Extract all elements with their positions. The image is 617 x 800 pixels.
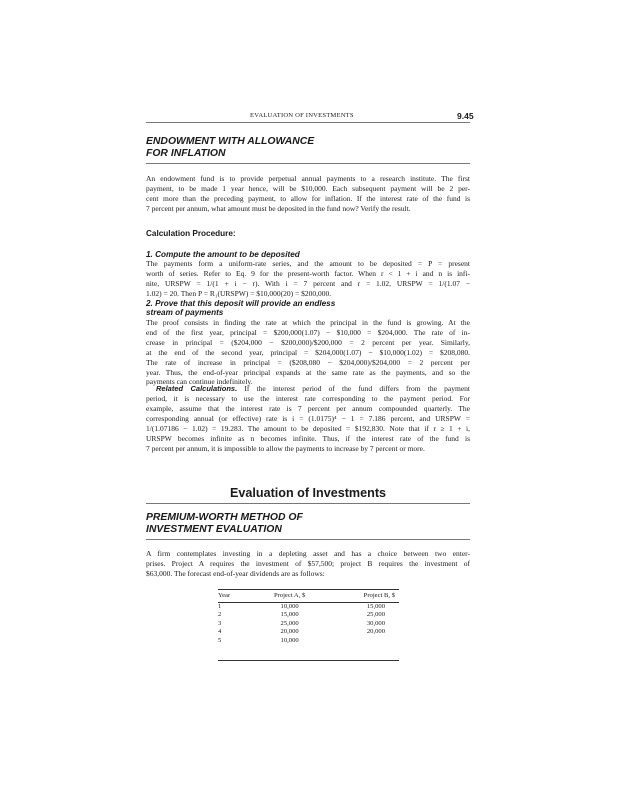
related-first-line <box>156 384 470 393</box>
section2-title-line1: PREMIUM-WORTH METHOD OF <box>146 512 303 523</box>
section-title-line1: ENDOWMENT WITH ALLOWANCE <box>146 136 315 147</box>
cell-project-a: 15,000 <box>280 611 299 619</box>
chapter-rule <box>146 503 470 504</box>
table-header-row <box>218 591 399 603</box>
step1-heading: 1. Compute the amount to be deposited <box>146 250 300 259</box>
step2-line: crease in principal = ($204,000 − $200,000)/$200,000 = 2 percent per year. Similarly, <box>146 337 470 347</box>
section2-problem-line: A firm contemplates investing in a depleting asset and has a choice between two enter- <box>146 549 470 558</box>
step2-line: at the end of the second year, principal = $204,000(1.07) − $10,000(1.02) = $208,080. <box>146 347 470 357</box>
cell-year: 5 <box>218 636 222 644</box>
table-bottom-rule <box>218 660 399 661</box>
dividend-table <box>218 591 399 645</box>
cell-year: 1 <box>218 603 222 610</box>
table-row <box>218 628 399 636</box>
table-row <box>218 603 399 611</box>
cell-project-a: 25,000 <box>280 619 299 627</box>
section2-title-line2: INVESTMENT EVALUATION <box>146 524 282 535</box>
problem-line: 7 percent per annum, what amount must be deposited in the fund now? Verify the result. <box>146 204 411 213</box>
related-line: 1/(1.07186 − 1.02) = 19.283. The amount to be deposited = $192,830. Note that if r ≥ 1 + i, <box>146 424 470 433</box>
related-line: example, assume that the interest rate is 7 percent per annum compounded quarterly. The <box>146 404 470 413</box>
step2-line: The proof consists in finding the rate at which the principal in the fund is growing. At the <box>146 318 470 327</box>
section2-title-rule <box>146 539 470 540</box>
step2-line: year. Thus, the end-of-year principal expands at the same rate as the payments, and so the <box>146 367 470 377</box>
table-row <box>218 620 399 628</box>
cell-project-b: 25,000 <box>366 611 385 619</box>
col-header-year: Year <box>218 592 231 599</box>
procedure-heading: Calculation Procedure: <box>146 229 236 238</box>
chapter-title: Evaluation of Investments <box>229 486 387 500</box>
running-header-title: EVALUATION OF INVESTMENTS <box>250 112 354 119</box>
related-line: 7 percent per annum, it is impossible to allow the payments to increase by 7 percent or more. <box>146 444 425 453</box>
section-title-line2: FOR INFLATION <box>146 148 226 159</box>
col-header-project-b: Project B, $ <box>363 592 395 599</box>
table-top-rule <box>218 589 399 590</box>
step2-heading-line2: stream of payments <box>146 308 224 317</box>
step2-line: end of the first year, principal = $200,000(1.07) − $10,000 = $204,000. The rate of in- <box>146 327 470 337</box>
step1-line: 1.02) = 20. Then P = R₁(URSPW) = $10,000(20) = $200,000. <box>146 289 332 298</box>
table-row <box>218 611 399 619</box>
problem-line: payment, to be made 1 year hence, will be $10,000. Each subsequent payment will be 2 per- <box>146 184 470 193</box>
step2-line: The rate of increase in principal = ($208,080 − $204,000)/$204,000 = 2 percent per <box>146 357 470 367</box>
page-number: 9.45 <box>457 111 474 121</box>
related-line: URSPW becomes infinite as n becomes infinite. Thus, if the interest rate of the fund is <box>146 434 470 443</box>
cell-project-b: 20,000 <box>366 628 385 636</box>
step1-line: worth of series. Refer to Eq. 9 for the present-worth factor. When r < 1 + i and n is infi- <box>146 269 470 278</box>
step1-line: nite, URSPW = 1/(1 + i − r). With i = 7 percent and r = 1.02, URSPW = 1/(1.07 − <box>146 279 470 288</box>
table-row <box>218 637 399 645</box>
related-label: Related Calculations. <box>156 384 238 393</box>
cell-project-a: 10,000 <box>280 603 299 610</box>
cell-project-a: 20,000 <box>280 628 299 636</box>
cell-project-b: 30,000 <box>366 619 385 627</box>
col-header-project-a: Project A, $ <box>273 592 306 599</box>
section2-problem-line: prises. Project A requires the investment of $57,500; project B requires the investment of <box>146 559 470 568</box>
section-title-rule <box>146 163 470 164</box>
step1-line: The payments form a uniform-rate series, and the amount to be deposited = P = present <box>146 259 470 268</box>
related-first-rest: If the interest period of the fund differs from the payment <box>237 384 470 393</box>
problem-line: An endowment fund is to provide perpetual annual payments to a research institute. The first <box>146 174 470 183</box>
step2-heading-line1: 2. Prove that this deposit will provide an endless <box>146 299 336 308</box>
related-line: corresponding annual (or effective) rate is i = (1.0175)⁴ − 1 = 7.186 percent, and URSPW = <box>146 414 470 423</box>
cell-project-b: 15,000 <box>366 603 385 610</box>
problem-line: cent more than the preceding payment, to allow for inflation. If the interest rate of the fund is <box>146 194 470 203</box>
related-line: period, it is necessary to use the interest rate corresponding to the payment period. For <box>146 394 470 403</box>
cell-year: 4 <box>218 628 222 636</box>
header-rule <box>146 122 470 123</box>
cell-year: 3 <box>218 619 222 627</box>
step2-line: payments can continue indefinitely. <box>146 377 253 387</box>
cell-project-b <box>323 637 399 645</box>
cell-project-a: 10,000 <box>280 636 299 644</box>
section2-problem-line: $63,000. The forecast end-of-year dividends are as follows: <box>146 569 325 578</box>
cell-year: 2 <box>218 611 222 619</box>
